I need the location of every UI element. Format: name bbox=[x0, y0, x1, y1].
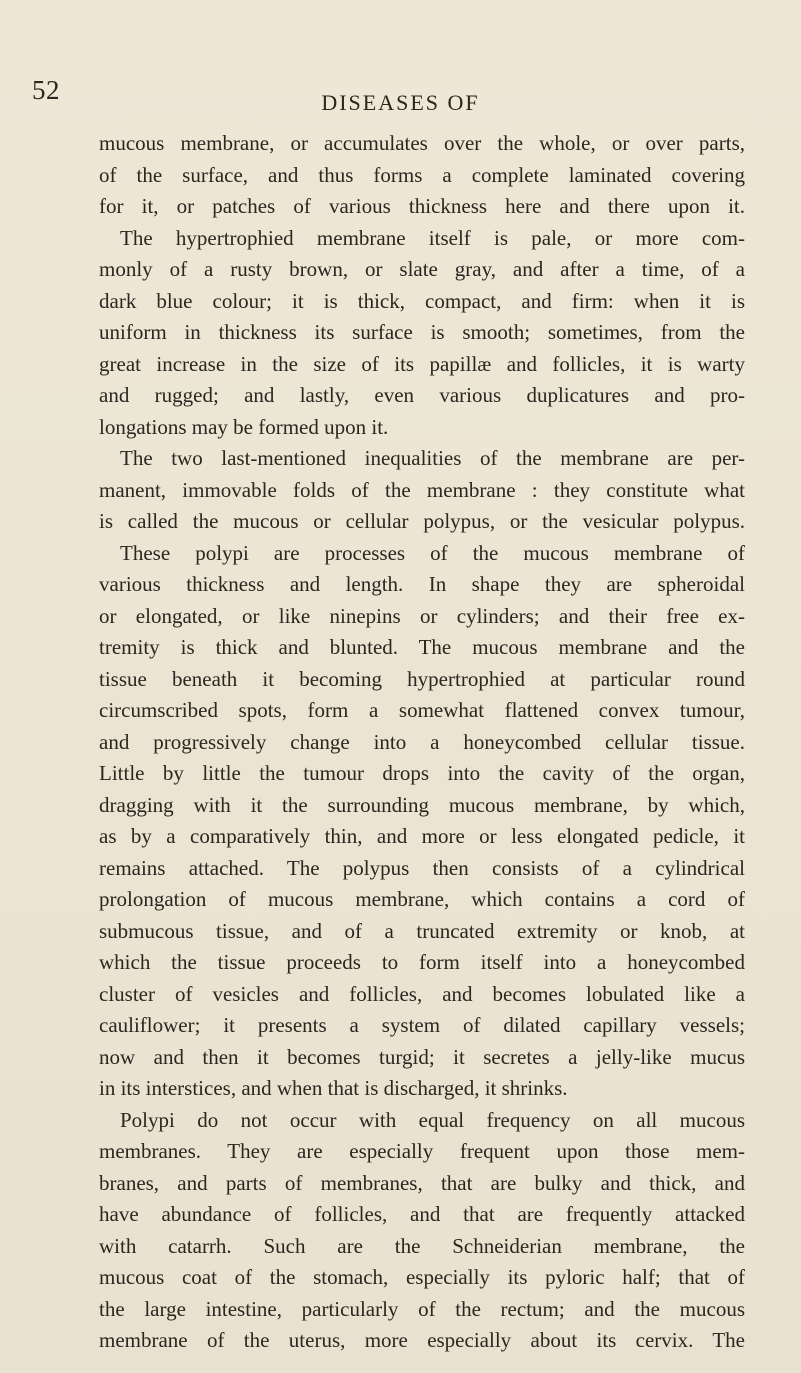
text-line: branes, and parts of membranes, that are bulky and thick, and bbox=[99, 1170, 745, 1195]
text-line: mucous membrane, or accumulates over the whole, or over parts, bbox=[99, 131, 745, 155]
text-line: dragging with it the surrounding mucous membrane, by which, bbox=[99, 792, 745, 817]
text-line: mucous coat of the stomach, especially its pyloric half; that of bbox=[99, 1265, 745, 1289]
text-line: of the surface, and thus forms a complete laminated covering bbox=[99, 162, 745, 187]
text-line: longations may be formed upon it. bbox=[99, 414, 389, 439]
text-line: or elongated, or like ninepins or cylinders; and their free ex- bbox=[99, 603, 745, 628]
running-head: DISEASES OF bbox=[321, 90, 480, 115]
text-line: as by a comparatively thin, and more or less elongated pedicle, it bbox=[99, 824, 745, 848]
text-line: with catarrh. Such are the Schneiderian membrane, the bbox=[99, 1233, 745, 1258]
page-number: 52 bbox=[32, 75, 60, 105]
text-line: uniform in thickness its surface is smooth; sometimes, from the bbox=[99, 320, 745, 344]
text-line: The hypertrophied membrane itself is pale, or more com- bbox=[120, 225, 745, 250]
text-line: and progressively change into a honeycombed cellular tissue. bbox=[99, 729, 745, 754]
text-line: is called the mucous or cellular polypus, or the vesicular polypus. bbox=[99, 509, 745, 533]
text-line: great increase in the size of its papillæ and follicles, it is warty bbox=[99, 351, 745, 376]
text-line: now and then it becomes turgid; it secretes a jelly-like mucus bbox=[99, 1044, 745, 1069]
text-line: circumscribed spots, form a somewhat flattened convex tumour, bbox=[99, 698, 745, 722]
text-line: Little by little the tumour drops into the cavity of the organ, bbox=[99, 761, 745, 785]
text-line: which the tissue proceeds to form itself into a honeycombed bbox=[99, 950, 745, 974]
text-line: tremity is thick and blunted. The mucous membrane and the bbox=[99, 635, 745, 659]
text-line: manent, immovable folds of the membrane : they constitute what bbox=[99, 477, 745, 502]
text-line: monly of a rusty brown, or slate gray, and after a time, of a bbox=[99, 257, 745, 281]
text-line: prolongation of mucous membrane, which contains a cord of bbox=[99, 887, 745, 911]
text-line: dark blue colour; it is thick, compact, and firm: when it is bbox=[99, 288, 745, 313]
text-line: The two last-mentioned inequalities of the membrane are per- bbox=[120, 446, 745, 470]
text-line: the large intestine, particularly of the rectum; and the mucous bbox=[99, 1296, 745, 1321]
text-line: submucous tissue, and of a truncated extremity or knob, at bbox=[99, 918, 745, 943]
text-line: remains attached. The polypus then consists of a cylindrical bbox=[99, 855, 745, 880]
text-line: cauliflower; it presents a system of dilated capillary vessels; bbox=[99, 1013, 745, 1037]
text-line: various thickness and length. In shape they are spheroidal bbox=[99, 572, 745, 596]
text-line: and rugged; and lastly, even various duplicatures and pro- bbox=[99, 383, 745, 407]
body-text bbox=[99, 128, 745, 1357]
text-line: tissue beneath it becoming hypertrophied at particular round bbox=[99, 666, 745, 691]
text-line: cluster of vesicles and follicles, and becomes lobulated like a bbox=[99, 981, 745, 1006]
text-line: membranes. They are especially frequent upon those mem- bbox=[99, 1139, 745, 1163]
text-line: have abundance of follicles, and that are frequently attacked bbox=[99, 1202, 745, 1226]
text-line: Polypi do not occur with equal frequency on all mucous bbox=[120, 1107, 745, 1132]
text-line: in its interstices, and when that is discharged, it shrinks. bbox=[99, 1076, 568, 1100]
text-line: membrane of the uterus, more especially about its cervix. The bbox=[99, 1328, 745, 1352]
text-line: These polypi are processes of the mucous membrane of bbox=[120, 540, 745, 565]
text-line: for it, or patches of various thickness here and there upon it. bbox=[99, 194, 745, 218]
